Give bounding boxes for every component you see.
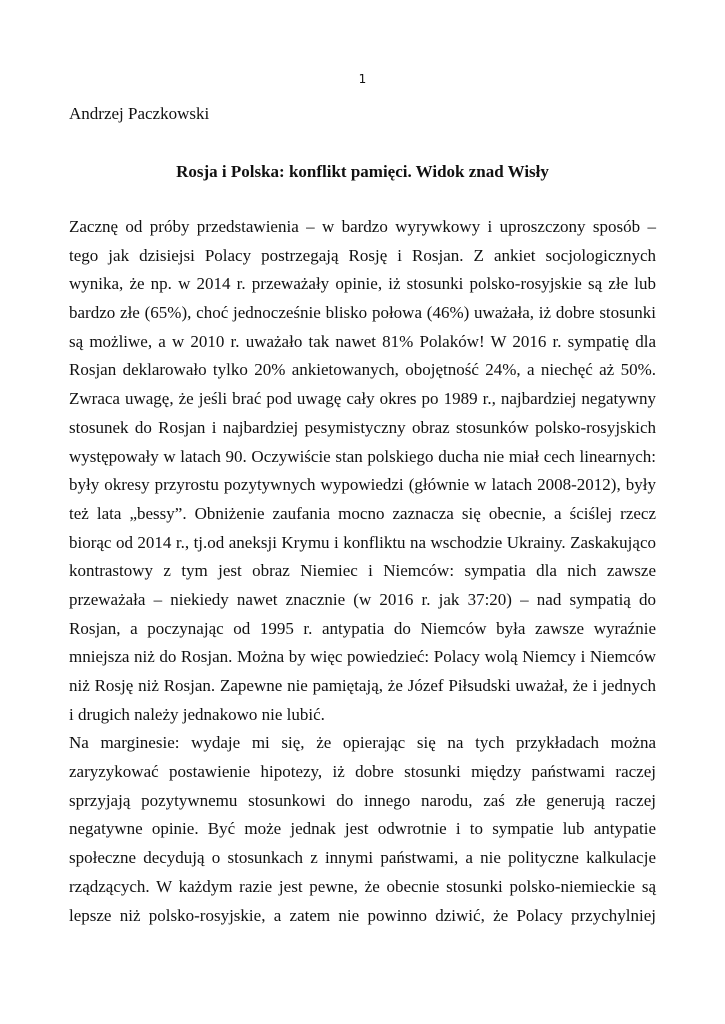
text-line: społeczne decydują o stosunkach z innymi państwami, a nie polityczne kalkulacje <box>69 848 656 868</box>
text-line: Rosjan, a poczynając od 1995 r. antypatia do Niemców była zawsze wyraźnie <box>69 618 656 638</box>
text-line: lepsze niż polsko-rosyjskie, a zatem nie powinno dziwić, że Polacy przychylniej <box>69 905 656 925</box>
text-line: kontrastowy z tym jest obraz Niemiec i Niemców: sympatia dla nich zawsze <box>69 561 656 581</box>
text-line: też lata „bessy”. Obniżenie zaufania mocno zaznacza się obecnie, a ściślej rzecz <box>69 503 656 523</box>
text-line: niż Rosję niż Rosjan. Zapewne nie pamiętają, że Józef Piłsudski uważał, że i jednych <box>69 676 656 695</box>
text-line: sprzyjają pozytywnemu stosunkowi do innego narodu, zaś złe generują raczej <box>69 790 656 810</box>
text-line: biorąc od 2014 r., tj.od aneksji Krymu i konfliktu na wschodzie Ukrainy. Zaskakująco <box>69 532 656 552</box>
text-line: są możliwe, a w 2010 r. uważało tak nawet 81% Polaków! W 2016 r. sympatię dla <box>69 331 656 351</box>
text-line: przeważała – niekiedy nawet znacznie (w 2016 r. jak 37:20) – nad sympatią do <box>69 589 656 609</box>
author-name: Andrzej Paczkowski <box>69 104 210 123</box>
document-title: Rosja i Polska: konflikt pamięci. Widok znad Wisły <box>176 162 549 181</box>
text-line: Rosjan deklarowało tylko 20% ankietowanych, obojętność 24%, a niechęć aż 50%. <box>69 360 656 380</box>
text-line: tego jak dzisiejsi Polacy postrzegają Rosję i Rosjan. Z ankiet socjologicznych <box>69 245 656 265</box>
text-line: negatywne opinie. Być może jednak jest odwrotnie i to sympatie lub antypatie <box>69 819 656 839</box>
text-line: stosunek do Rosjan i najbardziej pesymistyczny obraz stosunków polsko-rosyjskich <box>69 417 656 437</box>
text-line: występowały w latach 90. Oczywiście stan polskiego ducha nie miał cech linearnych: <box>69 446 656 466</box>
text-line: bardzo złe (65%), choć jednocześnie blisko połowa (46%) uważała, iż dobre stosunki <box>69 303 656 323</box>
text-line: Zwraca uwagę, że jeśli brać pod uwagę cały okres po 1989 r., najbardziej negatywny <box>69 389 656 409</box>
page-number: 1 <box>358 72 367 86</box>
text-line: zaryzykować postawienie hipotezy, iż dobre stosunki między państwami raczej <box>69 762 656 782</box>
text-line: mniejsza niż do Rosjan. Można by więc powiedzieć: Polacy wolą Niemcy i Niemców <box>69 647 656 667</box>
text-line: wynika, że np. w 2014 r. przeważały opinie, iż stosunki polsko-rosyjskie są złe lub <box>69 274 656 294</box>
text-line: rządzących. W każdym razie jest pewne, że obecnie stosunki polsko-niemieckie są <box>69 876 656 896</box>
text-line: Zacznę od próby przedstawienia – w bardzo wyrywkowy i uproszczony sposób – <box>69 217 656 236</box>
body-text <box>69 213 656 930</box>
text-line: były okresy przyrostu pozytywnych wypowiedzi (głównie w latach 2008-2012), były <box>69 475 656 495</box>
text-line: i drugich należy jednakowo nie lubić. <box>69 704 325 724</box>
text-line: Na marginesie: wydaje mi się, że opierając się na tych przykładach można <box>69 733 656 753</box>
